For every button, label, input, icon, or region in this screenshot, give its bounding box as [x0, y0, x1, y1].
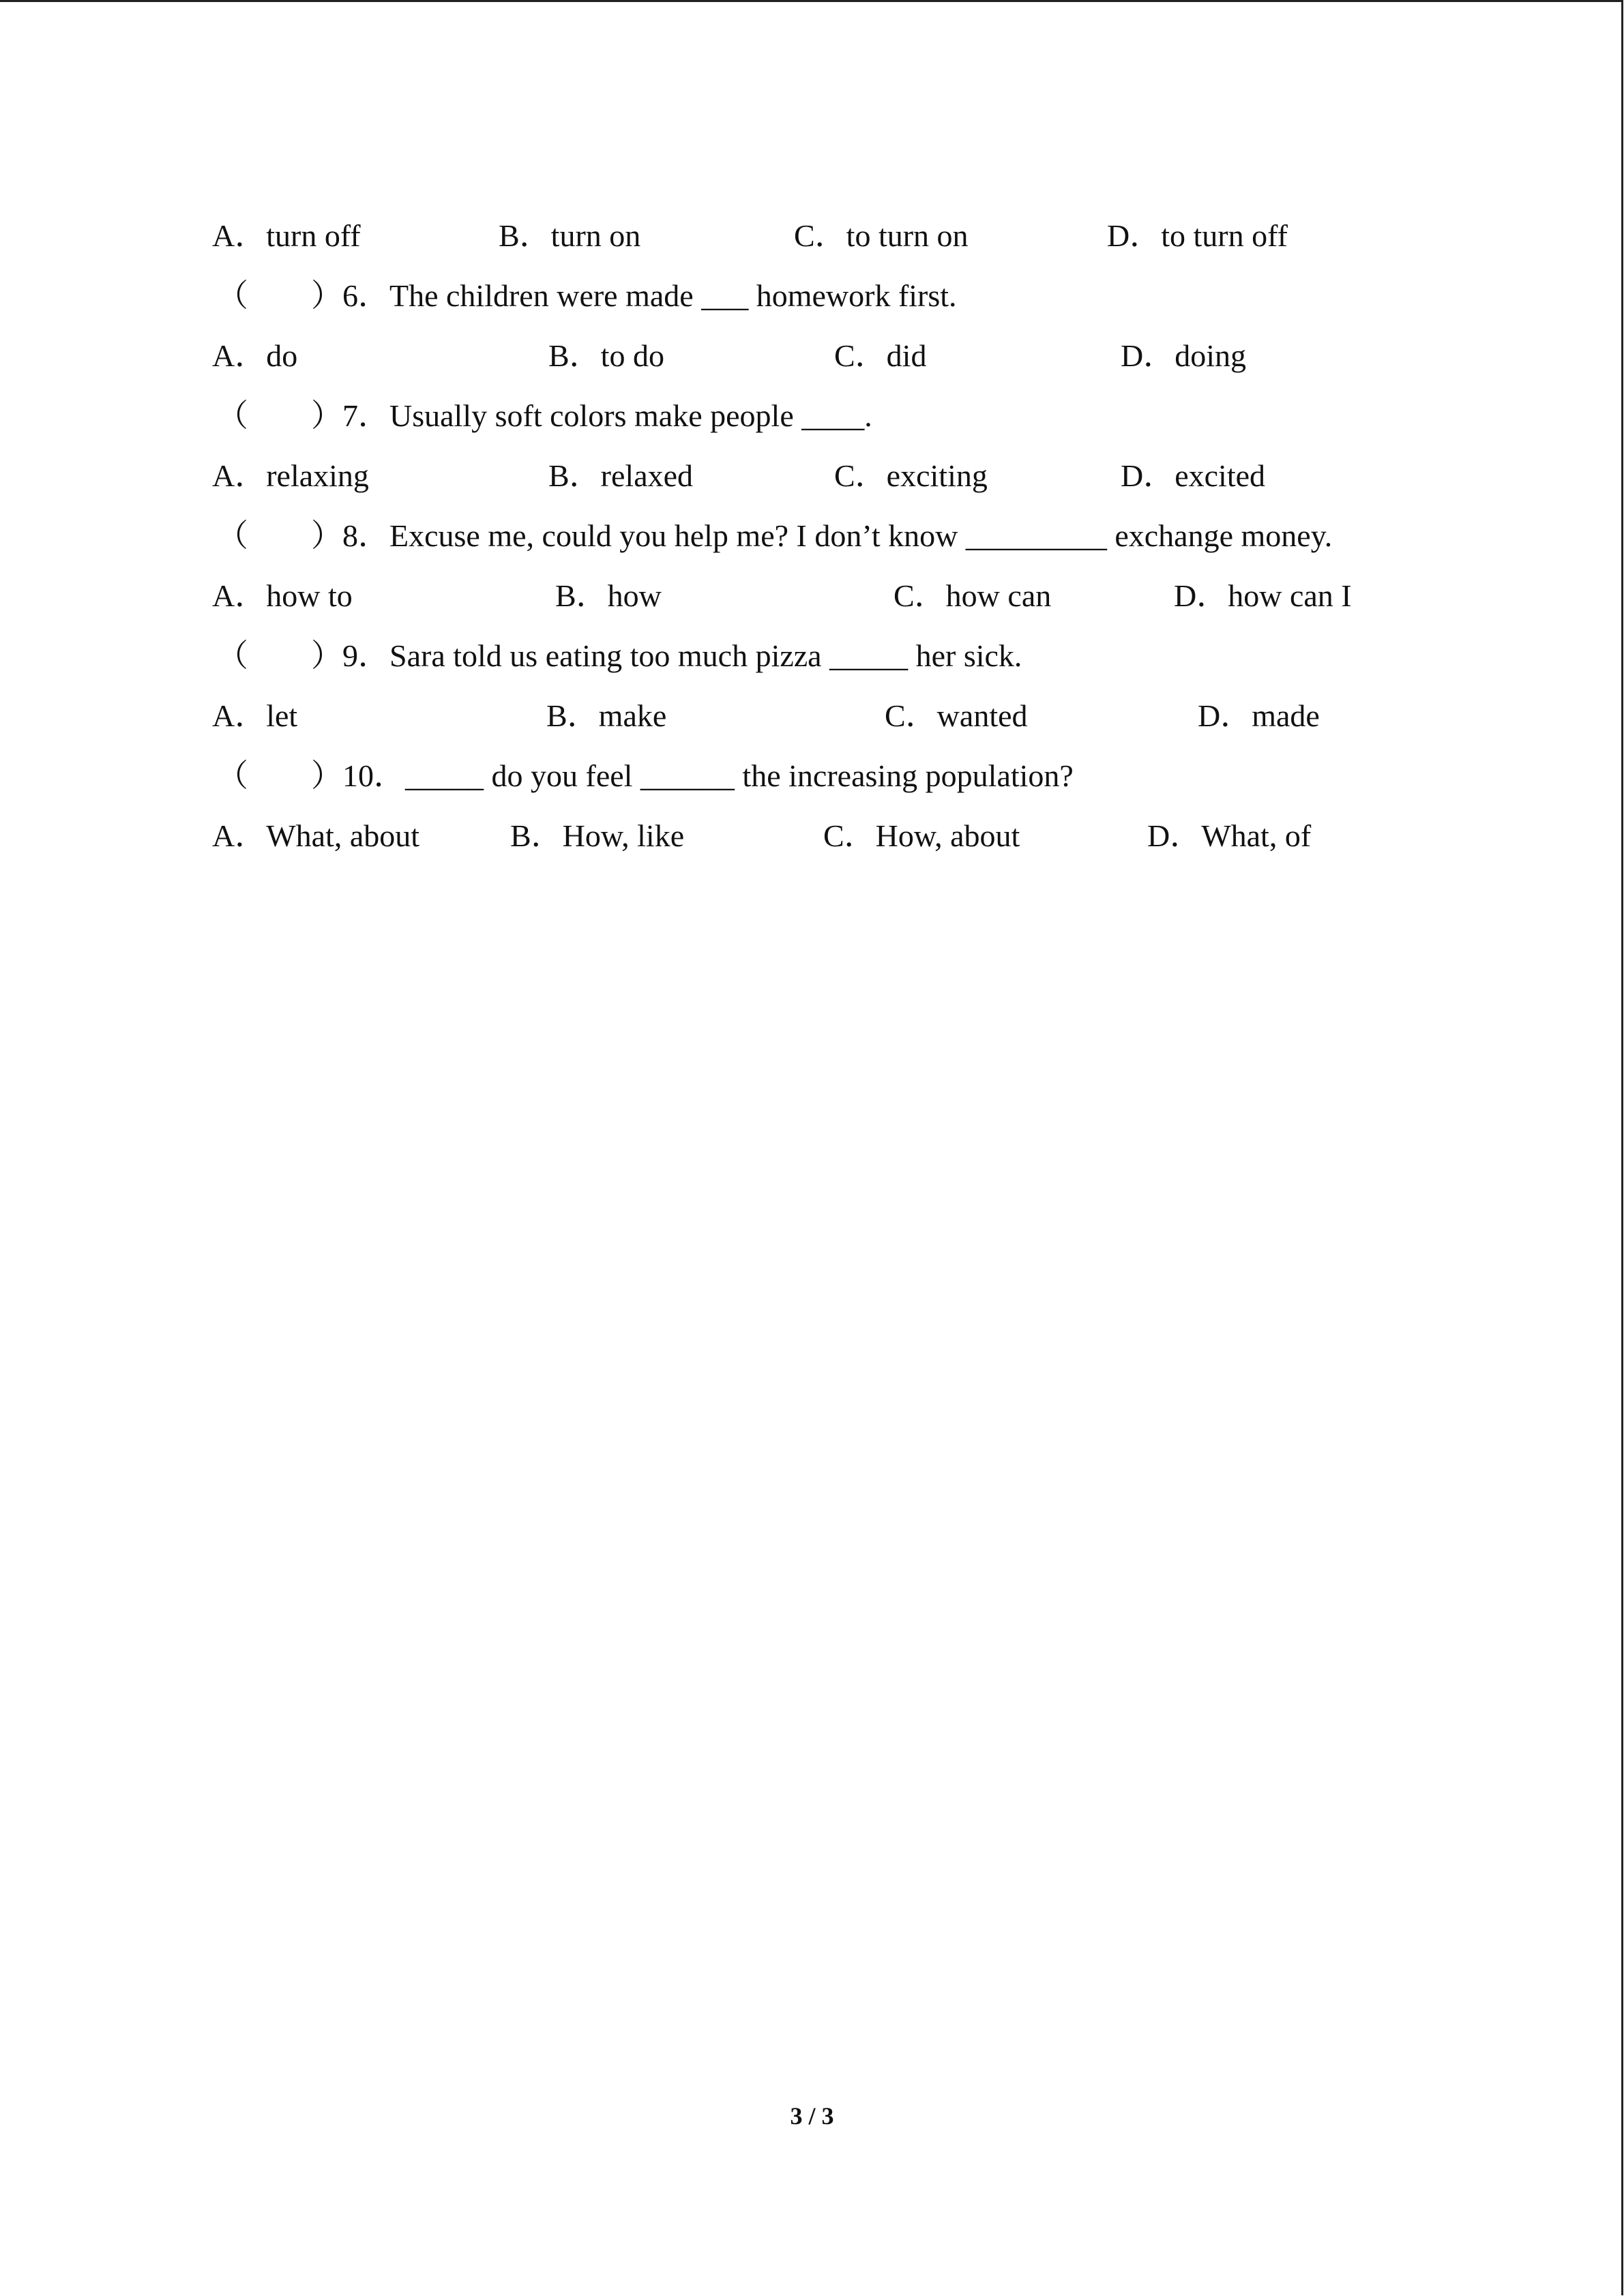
q8-option-d: D．how can I [1174, 578, 1352, 613]
q6-option-d: D．doing [1121, 338, 1246, 373]
q6-option-b: B．to do [548, 338, 664, 373]
q9-option-d: D．made [1198, 698, 1320, 733]
q9-option-a: A．let [212, 698, 298, 733]
q9-option-c: C．wanted [885, 698, 1028, 733]
q8-option-a: A．how to [212, 578, 353, 613]
q10-stem [0, 749, 1624, 803]
q6-stem [0, 269, 1624, 323]
q5-options [0, 209, 1624, 263]
q10-option-a: A．What, about [212, 818, 420, 853]
q6-option-a: A．do [212, 338, 298, 373]
q7-text: 7．Usually soft colors make people ____. [342, 398, 872, 433]
q10-options [0, 809, 1624, 863]
q5-option-c: C．to turn on [794, 218, 969, 253]
q6-text: 6．The children were made ___ homework first. [342, 278, 957, 313]
q6-option-c: C．did [834, 338, 927, 373]
q7-options [0, 449, 1624, 503]
q10-option-d: D．What, of [1147, 818, 1312, 853]
q9-option-b: B．make [546, 698, 667, 733]
q8-option-c: C．how can [894, 578, 1052, 613]
q10-text: 10．_____ do you feel ______ the increasing population? [342, 758, 1074, 793]
q8-answer-paren: （ ） [217, 518, 342, 553]
q10-option-c: C．How, about [823, 818, 1020, 853]
q6-options [0, 329, 1624, 383]
q8-option-b: B．how [555, 578, 662, 613]
q8-text: 8．Excuse me, could you help me? I don’t know _________ exchange money. [342, 518, 1333, 553]
q10-answer-paren: （ ） [217, 758, 342, 793]
q6-answer-paren: （ ） [217, 278, 342, 313]
q8-options [0, 569, 1624, 623]
q5-option-b: B．turn on [499, 218, 641, 253]
q7-option-b: B．relaxed [548, 458, 694, 493]
q7-stem [0, 389, 1624, 443]
q7-option-d: D．excited [1121, 458, 1266, 493]
q9-text: 9．Sara told us eating too much pizza _____ her sick. [342, 638, 1022, 673]
q7-option-a: A．relaxing [212, 458, 369, 493]
q9-answer-paren: （ ） [217, 638, 342, 673]
q5-option-a: A．turn off [212, 218, 361, 253]
q7-option-c: C．exciting [834, 458, 988, 493]
q5-option-d: D．to turn off [1107, 218, 1288, 253]
q7-answer-paren: （ ） [217, 398, 342, 433]
q8-stem [0, 509, 1624, 563]
page-number: 3 / 3 [790, 2102, 834, 2130]
q9-options [0, 689, 1624, 743]
q9-stem [0, 629, 1624, 683]
q10-option-b: B．How, like [510, 818, 685, 853]
